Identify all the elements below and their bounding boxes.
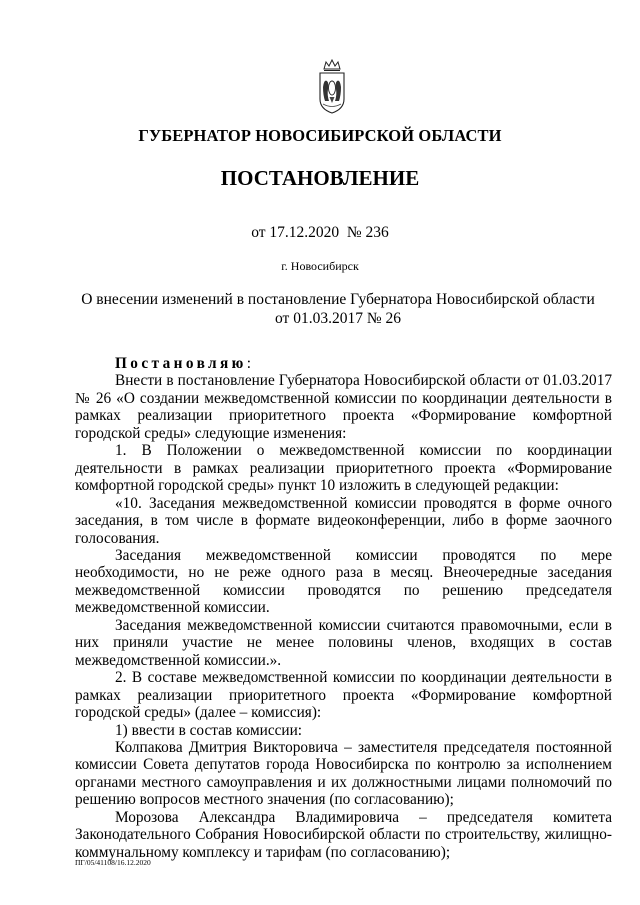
- footer-code: ПГ/05/41108/16.12.2020: [75, 858, 151, 867]
- paragraph: 1. В Положении о межведомственной комиссии по координации деятельности в рамках реализации приоритетного проекта «Формирование комфортной городской среды» пункт 10 изложить в следующей редакции:: [75, 442, 612, 495]
- paragraph: 1) ввести в состав комиссии:: [115, 721, 303, 739]
- subject-line-2: от 01.03.2017 № 26: [275, 310, 401, 327]
- subject-line-1: О внесении изменений в постановление Губернатора Новосибирской области: [81, 291, 595, 308]
- coat-of-arms-icon: [317, 57, 347, 115]
- paragraph: Колпакова Дмитрия Викторовича – заместителя председателя постоянной комиссии Совета депутатов города Новосибирска по контролю за исполнением органами местного самоуправления и их должностными лицами полномочий по решению вопросов местного значения (по согласованию);: [75, 738, 612, 809]
- paragraph: Внести в постановление Губернатора Новосибирской области от 01.03.2017 № 26 «О создании межведомственной комиссии по координации деятельности в рамках реализации приоритетного проекта «Формирование комфортной городской среды» следующие изменения:: [75, 372, 612, 442]
- paragraph: 2. В составе межведомственной комиссии по координации деятельности в рамках реализации приоритетного проекта «Формирование комфортной городской среды» (далее – комиссия):: [75, 669, 612, 722]
- document-body: [75, 355, 612, 861]
- paragraph: Заседания межведомственной комиссии считаются правомочными, если в них приняли участие не менее половины членов, входящих в состав межведомственной комиссии.».: [75, 616, 612, 669]
- city: г. Новосибирск: [281, 259, 359, 273]
- decree-word: Постановляю: [115, 355, 247, 372]
- decree-colon: :: [246, 355, 252, 372]
- document-subject: [0, 290, 640, 328]
- date-number-line: [0, 224, 640, 242]
- decree-heading: [75, 355, 612, 372]
- paragraph: Заседания межведомственной комиссии проводятся по мере необходимости, но не реже одного раза в месяц. Внеочередные заседания межведомственной комиссии проводятся по решению председателя межведомственной комиссии.: [75, 546, 612, 617]
- paragraph: Морозова Александра Владимировича – председателя комитета Законодательного Собрания Новосибирской области по строительству, жилищно-коммунальному комплексу и тарифам (по согласованию);: [75, 808, 612, 861]
- paragraph: «10. Заседания межведомственной комиссии проводятся в форме очного заседания, в том числе в формате видеоконференции, либо в форме заочного голосования.: [75, 494, 612, 547]
- issuing-authority: ГУБЕРНАТОР НОВОСИБИРСКОЙ ОБЛАСТИ: [138, 126, 502, 145]
- document-type: ПОСТАНОВЛЕНИЕ: [220, 166, 420, 190]
- document-number: № 236: [346, 224, 389, 241]
- document-date: от 17.12.2020: [251, 224, 340, 241]
